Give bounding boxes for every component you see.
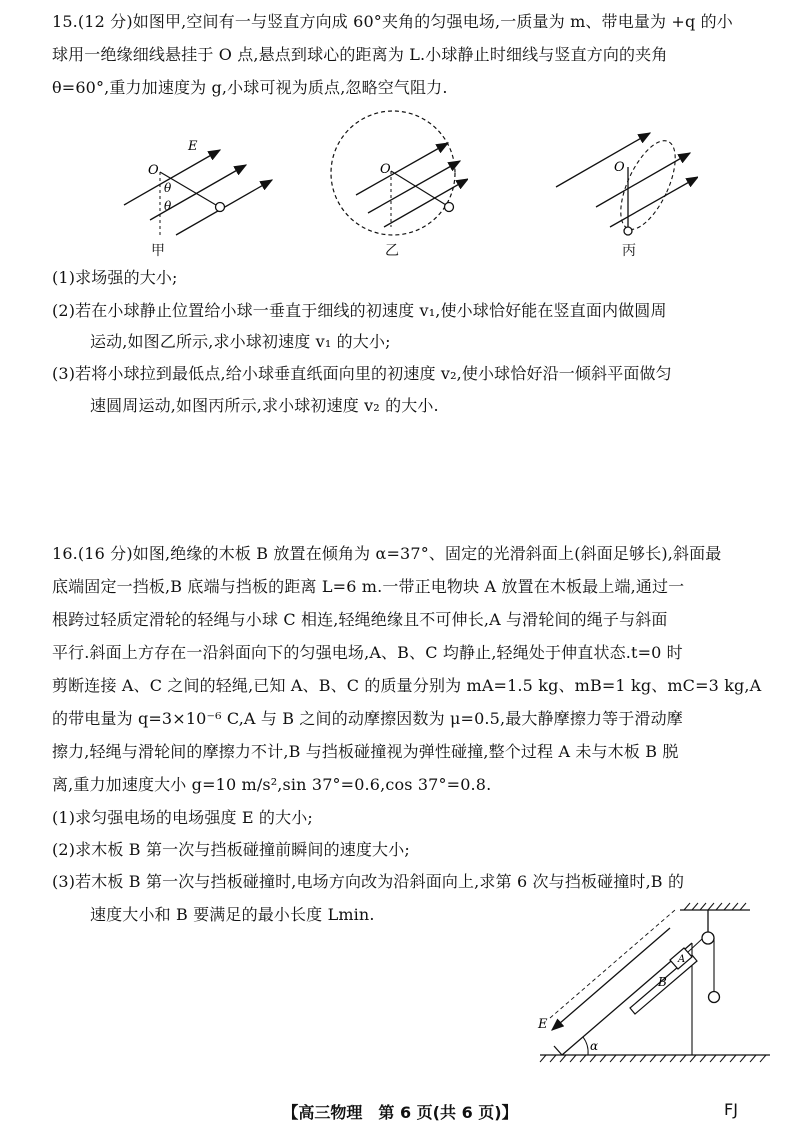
label-O: O: [380, 162, 391, 177]
label-B: B: [658, 975, 667, 989]
field-line: [596, 153, 690, 207]
ball: [445, 203, 454, 212]
q16-stem-line-6: 的带电量为 q=3×10⁻⁶ C,A 与 B 之间的动摩擦因数为 μ=0.5,最大静摩擦力等于滑动摩: [52, 709, 683, 728]
q16-stem-line-5: 剪断连接 A、C 之间的轻绳,已知 A、B、C 的质量分别为 mA=1.5 kg、mB=1 kg、mC=3 kg,A: [52, 676, 762, 695]
ball: [624, 227, 632, 235]
q16-stem-line-4: 平行.斜面上方存在一沿斜面向下的匀强电场,A、B、C 均静止,轻绳处于伸直状态.t=0 时: [52, 643, 683, 662]
q15-stem-line-3: θ=60°,重力加速度为 g,小球可视为质点,忽略空气阻力.: [52, 78, 448, 97]
field-arrow: [552, 928, 670, 1030]
label-theta-bottom: θ: [164, 199, 172, 213]
q16-sub-3-line-1: (3)若木板 B 第一次与挡板碰撞时,电场方向改为沿斜面向上,求第 6 次与挡板碰撞时,B 的: [52, 872, 685, 891]
q16-sub-2: (2)求木板 B 第一次与挡板碰撞前瞬间的速度大小;: [52, 840, 410, 859]
label-E: E: [538, 1017, 548, 1032]
label-E: E: [188, 139, 198, 154]
ball-c: [709, 992, 720, 1003]
dashed-guide: [550, 910, 675, 1018]
q15-sub-1: (1)求场强的大小;: [52, 268, 178, 287]
field-line: [610, 177, 698, 227]
rope-a-pulley: [688, 939, 702, 952]
figure-incline: [530, 900, 780, 1080]
figure-yi: [318, 105, 468, 245]
caption-yi: 乙: [385, 243, 399, 259]
q16-stem-line-7: 擦力,轻绳与滑轮间的摩擦力不计,B 与挡板碰撞视为弹性碰撞,整个过程 A 未与木板 B 脱: [52, 742, 679, 761]
label-theta-top: θ: [164, 181, 172, 195]
field-line: [556, 133, 650, 187]
q16-stem-line-2: 底端固定一挡板,B 底端与挡板的距离 L=6 m.一带正电物块 A 放置在木板最上端,通过一: [52, 577, 685, 596]
footer-code: FJ: [724, 1100, 738, 1119]
field-line: [124, 150, 220, 205]
label-A: A: [678, 954, 686, 965]
ceiling-hatch: [684, 903, 746, 910]
ground-hatch: [540, 1055, 766, 1062]
q15-sub-2-line-2: 运动,如图乙所示,求小球初速度 v₁ 的大小;: [90, 332, 391, 351]
q16-sub-1: (1)求匀强电场的电场强度 E 的大小;: [52, 808, 313, 827]
dashed-circle-path: [331, 111, 455, 235]
q15-sub-3-line-1: (3)若将小球拉到最低点,给小球垂直纸面向里的初速度 v₂,使小球恰好沿一倾斜平面做匀: [52, 364, 672, 383]
q16-stem-line-8: 离,重力加速度大小 g=10 m/s²,sin 37°=0.6,cos 37°=0.8.: [52, 775, 492, 794]
page-footer: 【高三物理 第 6 页(共 6 页)】: [282, 1103, 518, 1122]
q15-stem-line-2: 球用一绝缘细线悬挂于 O 点,悬点到球心的距离为 L.小球静止时细线与竖直方向的夹角: [52, 45, 668, 64]
label-alpha: α: [590, 1039, 599, 1053]
ball: [216, 203, 225, 212]
angle-arc: [583, 1037, 588, 1055]
thread: [391, 171, 446, 205]
q15-sub-2-line-1: (2)若在小球静止位置给小球一垂直于细线的初速度 v₁,使小球恰好能在竖直面内做圆周: [52, 301, 667, 320]
field-line: [356, 143, 448, 195]
q16-stem-line-3: 根跨过轻质定滑轮的轻绳与小球 C 相连,轻绳绝缘且不可伸长,A 与滑轮间的绳子与斜面: [52, 610, 668, 629]
q15-sub-3-line-2: 速圆周运动,如图丙所示,求小球初速度 v₂ 的大小.: [90, 396, 439, 415]
figure-jia: [110, 130, 290, 240]
label-O: O: [148, 163, 159, 178]
label-O: O: [614, 160, 625, 175]
q16-sub-3-line-2: 速度大小和 B 要满足的最小长度 Lmin.: [90, 905, 375, 924]
figure-bing: [548, 125, 698, 240]
field-line: [384, 179, 468, 227]
caption-bing: 丙: [622, 243, 636, 259]
q15-stem-line-1: 15.(12 分)如图甲,空间有一与竖直方向成 60°夹角的匀强电场,一质量为 m、带电量为 +q 的小: [52, 12, 733, 31]
q16-stem-line-1: 16.(16 分)如图,绝缘的木板 B 放置在倾角为 α=37°、固定的光滑斜面上(斜面足够长),斜面最: [52, 544, 722, 563]
barrier: [554, 1046, 562, 1055]
caption-jia: 甲: [151, 243, 165, 259]
pulley: [702, 932, 714, 944]
